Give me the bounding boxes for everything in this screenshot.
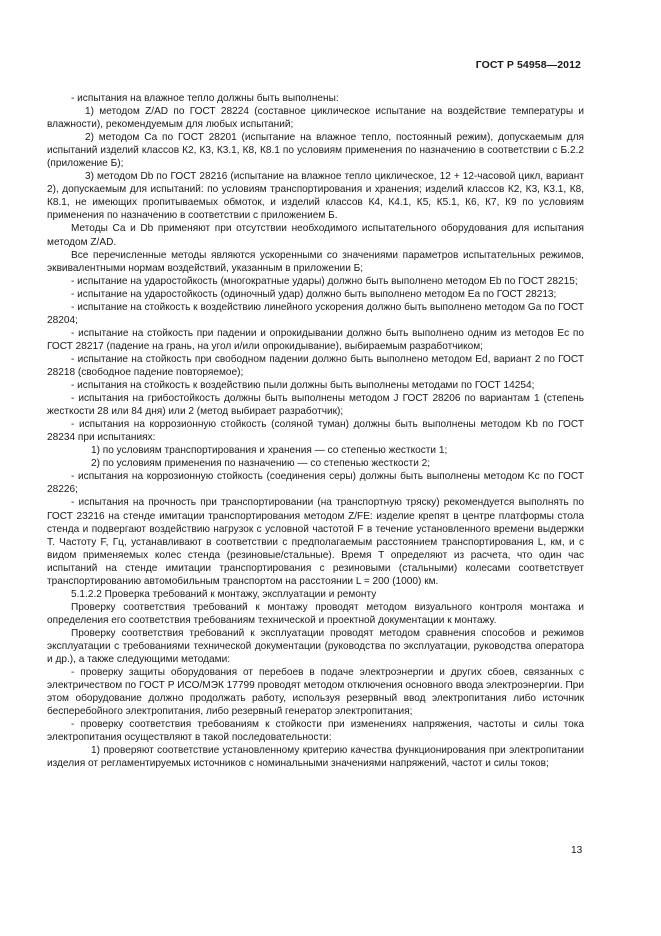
paragraph-12: - испытания на стойкость к воздействию пыли должны быть выполнены методами по ГОСТ 14254; [71,380,535,392]
paragraph-16: 2) по условиям применения по назначению — со степенью жесткости 2; [91,458,431,470]
paragraph-8: - испытание на ударостойкость (одиночный удар) должно быть выполнено методом Еа по ГОСТ 28213; [71,288,557,300]
paragraph-2: 1) методом Z/AD по ГОСТ 28224 (составное циклическое испытание на воздействие температуры и влажности), рекомендуемым для любых испытаний; [47,106,584,131]
paragraph-18: - испытания на прочность при транспортировании (на транспортную тряску) рекомендуется выполнять по ГОСТ 23216 на стенде имитации транспортирования методом Z/FE: изделие крепят в центре платформы стола стенда и подвергают воздействию нагрузок с условной частотой F в течение установленного времени выдержки T. Частоту F, Гц, устанавливают в соответствии с предполагаемым расстоянием транспортирования L, км, и с видом применяемых колес стенда (резиновые/стальные). Время T определяют из расчета, что один час испытаний на стенде имитации транспортирования с резиновыми (стальными) колесами соответствует транспортированию автомобильным транспортом на расстоянии L = 200 (1000) км. [47,497,584,587]
section-heading-5-1-2-2: 5.1.2.2 Проверка требований к монтажу, эксплуатации и ремонту [71,588,377,600]
paragraph-20: Проверку соответствия требований к монтажу проводят методом визуального контроля монтажа и определения его соответствия требованиям технической и проектной документации к монтажу. [47,601,584,626]
paragraph-15: 1) по условиям транспортирования и хранения — со степенью жесткости 1; [91,445,448,457]
paragraph-11: - испытание на стойкость при свободном падении должно быть выполнено методом Ed, вариант 2 по ГОСТ 28218 (свободное падение повторяемое); [47,353,584,378]
paragraph-24: 1) проверяют соответствие установленному критерию качества функционирования при электропитании изделия от регламентируемых источников с номинальными значениями напряжений, частот и силы токов; [47,745,584,770]
paragraph-21: Проверку соответствия требований к эксплуатации проводят методом сравнения способов и режимов эксплуатации с требованиями технической документации (руководства по эксплуатации, руководства оператора и др.), а также следующими методами: [47,627,584,666]
paragraph-13: - испытания на грибостойкость должны быть выполнены методом J ГОСТ 28206 по вариантам 1 (степень жесткости 28 или 84 дня) или 2 (метод выбирает разработчик); [47,393,584,418]
page-number: 13 [571,845,583,856]
paragraph-14: - испытания на коррозионную стойкость (соляной туман) должны быть выполнены методом Kb по ГОСТ 28234 при испытаниях: [47,419,584,444]
paragraph-1: - испытания на влажное тепло должны быть выполнены: [71,93,339,104]
paragraph-10: - испытание на стойкость при падении и опрокидывании должно быть выполнено одним из методов Ec по ГОСТ 28217 (падение на грань, на угол и/или опрокидывание), выбираемым разработчиком; [47,327,584,352]
paragraph-5: Методы Са и Db применяют при отсутствии необходимого испытательного оборудования для испытания методом Z/AD. [47,223,584,248]
document-body [47,92,584,770]
paragraph-22: - проверку защиты оборудования от перебоев в подаче электроэнергии и других сбоев, связанных с электричеством по ГОСТ Р ИСО/МЭК 17799 проводят методом отключения основного ввода электроэнергии. При этом оборудование должно продолжать работу, используя резервный ввод электропитания либо источник бесперебойного электропитания, либо резервный генератор электропитания; [47,667,584,718]
document-code: ГОСТ Р 54958—2012 [475,59,581,71]
paragraph-17: - испытания на коррозионную стойкость (соединения серы) должны быть выполнены методом Kc по ГОСТ 28226; [47,471,584,496]
paragraph-9: - испытание на стойкость к воздействию линейного ускорения должно быть выполнено методом Ga по ГОСТ 28204; [47,301,584,326]
paragraph-6: Все перечисленные методы являются ускоренными со значениями параметров испытательных режимов, эквивалентными нормам воздействий, указанным в приложении Б; [47,249,584,274]
paragraph-3: 2) методом Са по ГОСТ 28201 (испытание на влажное тепло, постоянный режим), допускаемым для испытаний изделий классов К2, К3, К3.1, К8, К8.1 по условиям применения по назначению в соответствии с Б.2.2 (приложение Б); [47,132,584,170]
paragraph-7: - испытание на ударостойкость (многократные удары) должно быть выполнено методом Eb по ГОСТ 28215; [71,275,578,287]
paragraph-23: - проверку соответствия требованиям к стойкости при изменениях напряжения, частоты и силы тока электропитания осуществляют в такой последовательности: [47,719,584,744]
paragraph-4: 3) методом Db по ГОСТ 28216 (испытание на влажное тепло циклическое, 12 + 12-часовой цикл, вариант 2), допускаемым для испытаний: по условиям транспортирования и хранения; изделий классов К2, К3, К3.1, К8, К8.1, не имеющих пропитываемых обмоток, и изделий классов К4, К4.1, К5, К5.1, К6, К7, К9 по условиям применения по назначению в соответствии с приложением Б. [47,171,584,222]
